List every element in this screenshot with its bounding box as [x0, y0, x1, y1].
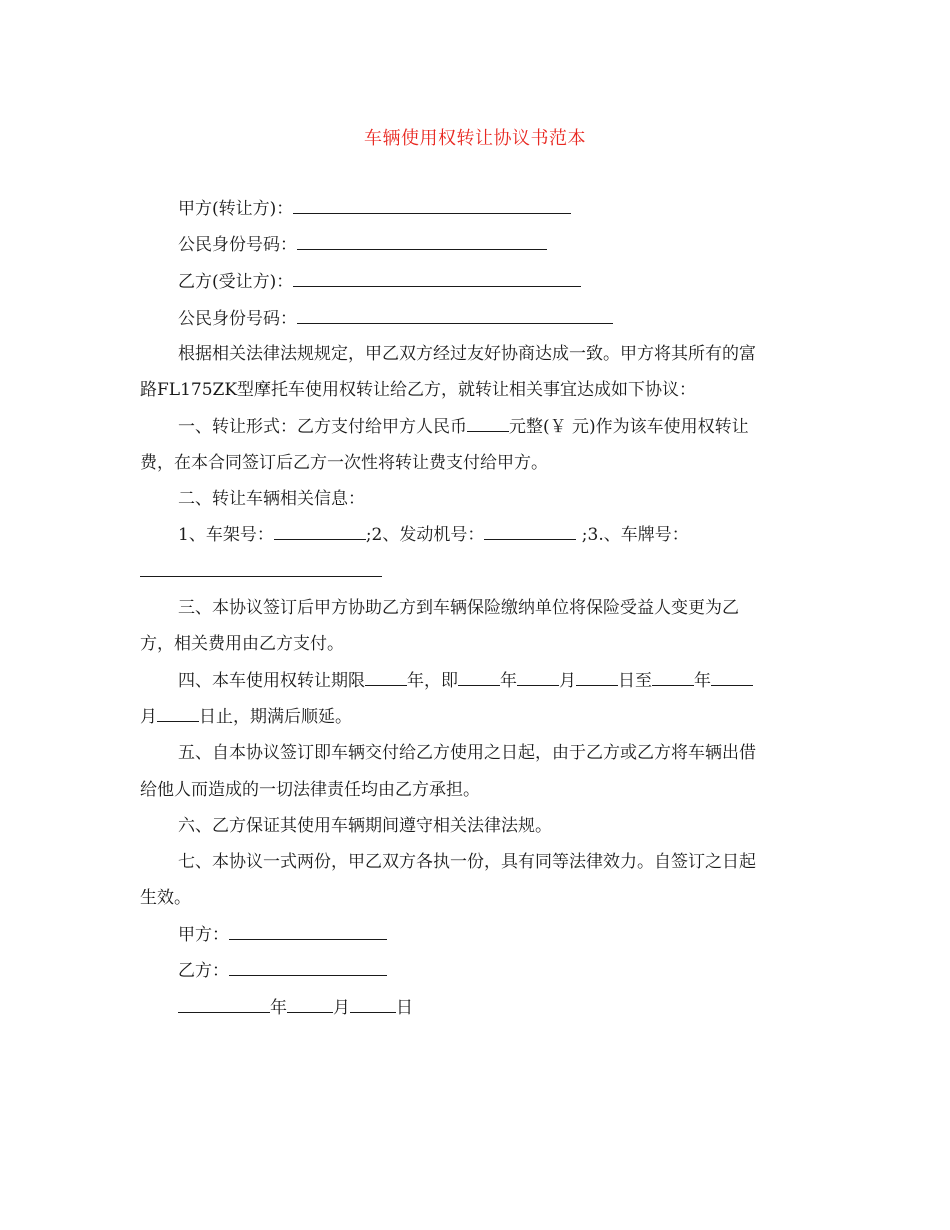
date-line	[178, 997, 413, 1019]
date-year-blank	[178, 998, 270, 1013]
clause-4-text-b: 年，即	[407, 671, 458, 691]
clause-3-line-2: 方，相关费用由乙方支付。	[140, 634, 344, 654]
clause-1-amount-blank	[467, 417, 509, 432]
party-b-id-label: 公民身份号码：	[178, 309, 297, 329]
intro-line-1: 根据相关法律法规规定，甲乙双方经过友好协商达成一致。甲方将其所有的富	[178, 344, 756, 364]
start-day-blank	[576, 671, 618, 686]
plate-number-line	[140, 561, 382, 583]
clause-4-text-a: 四、本车使用权转让期限	[178, 671, 365, 691]
start-month-blank	[517, 671, 559, 686]
signature-b-label: 乙方：	[178, 961, 229, 981]
plate-number-blank	[140, 562, 382, 577]
clause-4-text-c: 年	[500, 671, 517, 691]
intro-line-2: 路FL175ZK型摩托车使用权转让给乙方，就转让相关事宜达成如下协议：	[140, 380, 697, 400]
party-a-label: 甲方(转让方)：	[178, 199, 294, 219]
party-b-blank	[293, 272, 581, 287]
clause-2-heading: 二、转让车辆相关信息：	[178, 489, 365, 509]
clause-5-line-2: 给他人而造成的一切法律责任均由乙方承担。	[140, 780, 480, 800]
signature-b-blank	[229, 961, 387, 976]
frame-number-blank	[274, 525, 366, 540]
date-day-label: 日	[396, 998, 413, 1018]
signature-a-line	[178, 924, 387, 946]
party-b-line	[178, 271, 581, 293]
clause-4-text-e: 日至	[618, 671, 652, 691]
clause-1-line-2: 费，在本合同签订后乙方一次性将转让费支付给甲方。	[140, 453, 548, 473]
clause-4-text-d: 月	[559, 671, 576, 691]
clause-2-details	[178, 524, 689, 546]
clause-1-part-1: 一、转让形式：乙方支付给甲方人民币	[178, 417, 467, 437]
engine-number-label: ;2、发动机号：	[365, 525, 485, 545]
frame-number-label: 1、车架号：	[178, 525, 274, 545]
clause-4-line-1	[178, 670, 753, 692]
date-day-blank	[350, 998, 396, 1013]
plate-number-label: ;3.、车牌号：	[581, 525, 689, 545]
party-b-label: 乙方(受让方)：	[178, 272, 294, 292]
party-a-line	[178, 198, 571, 220]
party-a-id-line	[178, 234, 547, 256]
clause-4-line-2	[140, 706, 352, 728]
signature-b-line	[178, 960, 387, 982]
clause-4-text-f: 年	[694, 671, 711, 691]
party-b-id-blank	[297, 309, 613, 324]
date-month-label: 月	[333, 998, 350, 1018]
engine-number-blank	[484, 525, 576, 540]
start-year-blank	[458, 671, 500, 686]
signature-a-label: 甲方：	[178, 925, 229, 945]
end-day-blank	[157, 707, 199, 722]
clause-3-line-1: 三、本协议签订后甲方协助乙方到车辆保险缴纳单位将保险受益人变更为乙	[178, 598, 739, 618]
party-a-id-blank	[297, 235, 547, 250]
clause-4-text-h: 日止，期满后顺延。	[199, 707, 352, 727]
document-title: 车辆使用权转让协议书范本	[364, 128, 586, 149]
signature-a-blank	[229, 925, 387, 940]
party-b-id-line	[178, 308, 613, 330]
clause-1-part-2: 元整(￥ 元)作为该车使用权转让	[509, 417, 749, 437]
clause-7-line-2: 生效。	[140, 888, 191, 908]
clause-6: 六、乙方保证其使用车辆期间遵守相关法律法规。	[178, 816, 552, 836]
clause-1-line-1	[178, 416, 749, 438]
term-years-blank	[365, 671, 407, 686]
party-a-blank	[293, 199, 571, 214]
party-a-id-label: 公民身份号码：	[178, 235, 297, 255]
end-year-blank	[652, 671, 694, 686]
date-year-label: 年	[270, 998, 287, 1018]
clause-4-text-g: 月	[140, 707, 157, 727]
clause-5-line-1: 五、自本协议签订即车辆交付给乙方使用之日起，由于乙方或乙方将车辆出借	[178, 743, 756, 763]
end-month-blank-a	[711, 671, 753, 686]
clause-7-line-1: 七、本协议一式两份，甲乙双方各执一份，具有同等法律效力。自签订之日起	[178, 852, 756, 872]
date-month-blank	[287, 998, 333, 1013]
